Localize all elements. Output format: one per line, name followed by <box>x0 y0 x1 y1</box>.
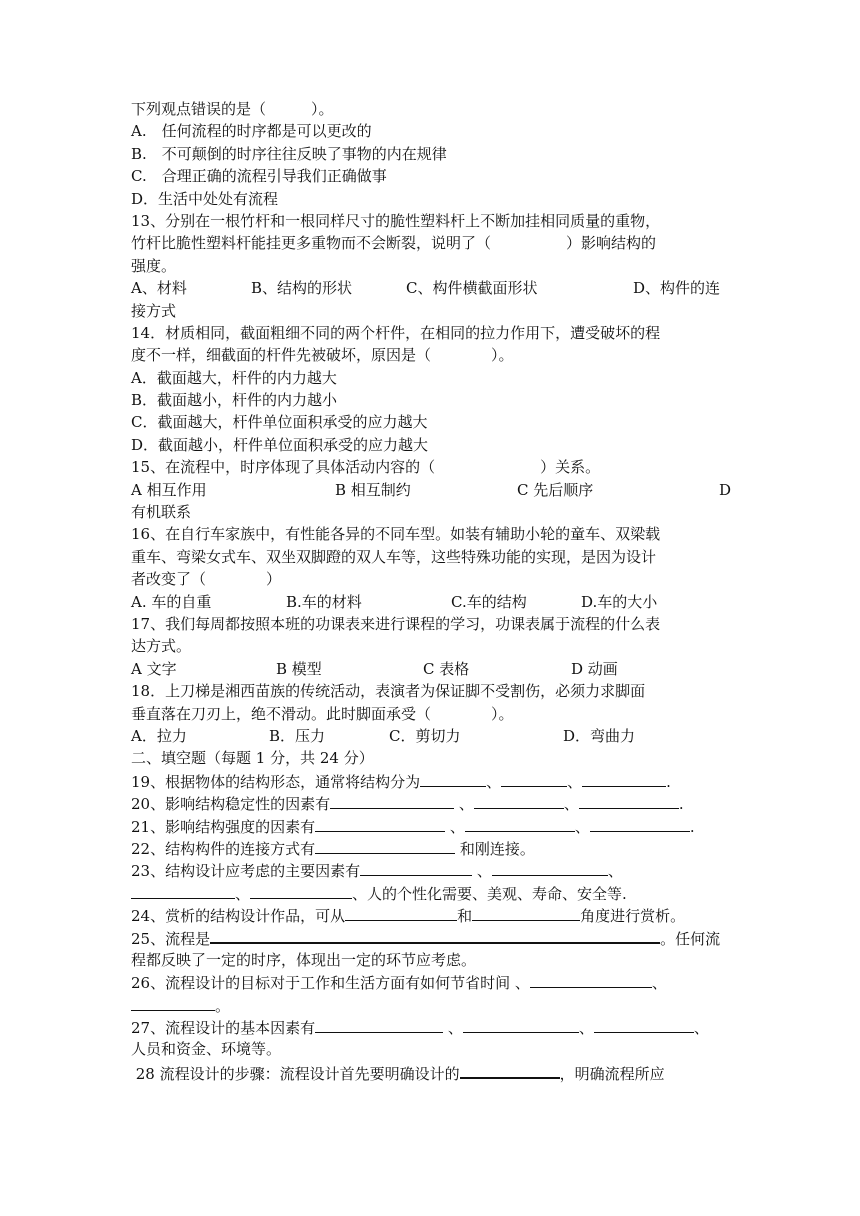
q14-option-a: A．截面越大，杆件的内力越大 <box>131 368 337 387</box>
answer-blank[interactable] <box>472 904 580 921</box>
q18-line2: 垂直落在刀刃上，绝不滑动。此时脚面承受（ ）。 <box>131 704 514 723</box>
answer-blank[interactable] <box>210 926 660 944</box>
exam-page <box>131 98 731 1083</box>
q16-line3: 者改变了（ ） <box>131 570 282 589</box>
q17-option-c: C 表格 <box>423 659 470 678</box>
answer-blank[interactable] <box>465 815 575 832</box>
answer-blank[interactable] <box>463 1016 579 1033</box>
q18-option-a: A．拉力 <box>131 726 187 745</box>
q12-option-b: B. 不可颠倒的时序往往反映了事物的内在规律 <box>131 144 447 163</box>
q15-line1: 15、在流程中，时序体现了具体活动内容的（ ）关系。 <box>131 458 601 477</box>
answer-blank[interactable] <box>474 792 564 809</box>
q14-line1: 14．材质相同，截面粗细不同的两个杆件，在相同的拉力作用下，遭受破坏的程 <box>131 323 661 342</box>
q13-option-a: A、材料 <box>131 279 187 298</box>
q18-option-b: B．压力 <box>269 726 326 745</box>
q12-option-d: D．生活中处处有流程 <box>131 189 279 208</box>
answer-blank[interactable] <box>345 904 457 921</box>
q17-line2: 达方式。 <box>131 637 192 656</box>
answer-blank[interactable] <box>315 1016 443 1033</box>
q14-line2: 度不一样，细截面的杆件先被破坏，原因是（ ）。 <box>131 346 514 365</box>
q13-line3: 强度。 <box>131 256 177 275</box>
q14-option-b: B．截面越小，杆件的内力越小 <box>131 391 338 410</box>
answer-blank[interactable] <box>501 770 567 787</box>
answer-blank[interactable] <box>582 770 666 787</box>
q16-option-a: A. 车的自重 <box>131 592 212 611</box>
answer-blank[interactable] <box>330 792 454 809</box>
q13-option-c: C、构件横截面形状 <box>406 279 538 298</box>
q16-option-b: B.车的材料 <box>286 592 362 611</box>
q12-option-a: A. 任何流程的时序都是可以更改的 <box>131 122 372 141</box>
answer-blank[interactable] <box>131 994 215 1011</box>
q18-options <box>131 725 731 747</box>
q14-option-d: D．截面越小，杆件单位面积承受的应力越大 <box>131 435 429 454</box>
q15-option-a: A 相互作用 <box>131 480 207 499</box>
answer-blank[interactable] <box>315 815 445 832</box>
answer-blank[interactable] <box>250 882 352 899</box>
q16-option-c: C.车的结构 <box>451 592 527 611</box>
answer-blank[interactable] <box>131 882 235 899</box>
q18-option-d: D．弯曲力 <box>563 726 636 745</box>
q22-line: 22、结构构件的连接方式有 和刚连接。 <box>131 837 731 859</box>
answer-blank[interactable] <box>590 815 690 832</box>
q15-option-c: C 先后顺序 <box>517 480 594 499</box>
answer-blank[interactable] <box>315 837 455 854</box>
q26-line2: 。 <box>131 994 731 1016</box>
q26-line1: 26、流程设计的目标对于工作和生活方面有如何节省时间 、 、 <box>131 971 731 993</box>
q21-line: 21、影响结构强度的因素有 、 、 . <box>131 815 731 837</box>
section-heading: 二、填空题（每题 1 分，共 24 分） <box>131 749 374 768</box>
q13-line1: 13、分别在一根竹杆和一根同样尺寸的脆性塑料杆上不断加挂相同质量的重物， <box>131 211 661 230</box>
q16-line1: 16、在自行车家族中，有性能各异的不同车型。如装有辅助小轮的童车、双梁载 <box>131 525 661 544</box>
q18-option-c: C．剪切力 <box>389 726 461 745</box>
answer-blank[interactable] <box>492 859 608 876</box>
q12-option-c: C. 合理正确的流程引导我们正确做事 <box>131 167 387 186</box>
q17-option-b: B 模型 <box>276 659 322 678</box>
q27-line1: 27、流程设计的基本因素有 、 、 、 <box>131 1016 731 1038</box>
q13-line2: 竹杆比脆性塑料杆能挂更多重物而不会断裂，说明了（ ）影响结构的 <box>131 234 657 253</box>
q16-option-d: D.车的大小 <box>581 592 658 611</box>
answer-blank[interactable] <box>360 859 472 876</box>
q17-options <box>131 658 731 680</box>
q18-line1: 18．上刀梯是湘西苗族的传统活动，表演者为保证脚不受割伤，必须力求脚面 <box>131 682 646 701</box>
q15-options <box>131 479 731 501</box>
q17-option-a: A 文字 <box>131 659 177 678</box>
answer-blank[interactable] <box>594 1016 694 1033</box>
q15-option-d-cont: 有机联系 <box>131 503 192 522</box>
q13-options <box>131 277 731 299</box>
q16-options <box>131 591 731 613</box>
q12-stem: 下列观点错误的是（ ）。 <box>131 100 334 118</box>
q15-option-d: D <box>718 480 731 499</box>
q25-line2: 程都反映了一定的时序，体现出一定的环节应考虑。 <box>131 950 477 969</box>
q24-line: 24、赏析的结构设计作品，可从 和 角度进行赏析。 <box>131 904 731 926</box>
q27-line2: 人员和资金、环境等。 <box>131 1040 282 1059</box>
q17-option-d: D 动画 <box>571 659 618 678</box>
answer-blank[interactable] <box>530 971 652 988</box>
q28-line: 28 流程设计的步骤：流程设计首先要明确设计的 ，明确流程所应 <box>131 1061 731 1083</box>
q13-option-d-cont: 接方式 <box>131 301 177 320</box>
q13-option-d: D、构件的连 <box>633 279 721 298</box>
q15-option-b: B 相互制约 <box>334 480 411 499</box>
q20-line: 20、影响结构稳定性的因素有 、 、 . <box>131 792 731 814</box>
q13-option-b: B、结构的形状 <box>251 279 353 298</box>
q16-line2: 重车、弯梁女式车、双坐双脚蹬的双人车等，这些特殊功能的实现，是因为设计 <box>131 547 657 566</box>
q17-line1: 17、我们每周都按照本班的功课表来进行课程的学习，功课表属于流程的什么表 <box>131 614 661 633</box>
answer-blank[interactable] <box>460 1061 560 1079</box>
answer-blank[interactable] <box>420 770 486 787</box>
q14-option-c: C．截面越大，杆件单位面积承受的应力越大 <box>131 413 428 432</box>
answer-blank[interactable] <box>579 792 679 809</box>
q23-line2: 、 、人的个性化需要、美观、寿命、安全等. <box>131 882 731 904</box>
q23-line1: 23、结构设计应考虑的主要因素有 、 、 <box>131 859 731 881</box>
q25-line1: 25、流程是 。任何流 <box>131 926 731 948</box>
q19-line: 19、根据物体的结构形态，通常将结构分为 、 、 . <box>131 770 731 792</box>
